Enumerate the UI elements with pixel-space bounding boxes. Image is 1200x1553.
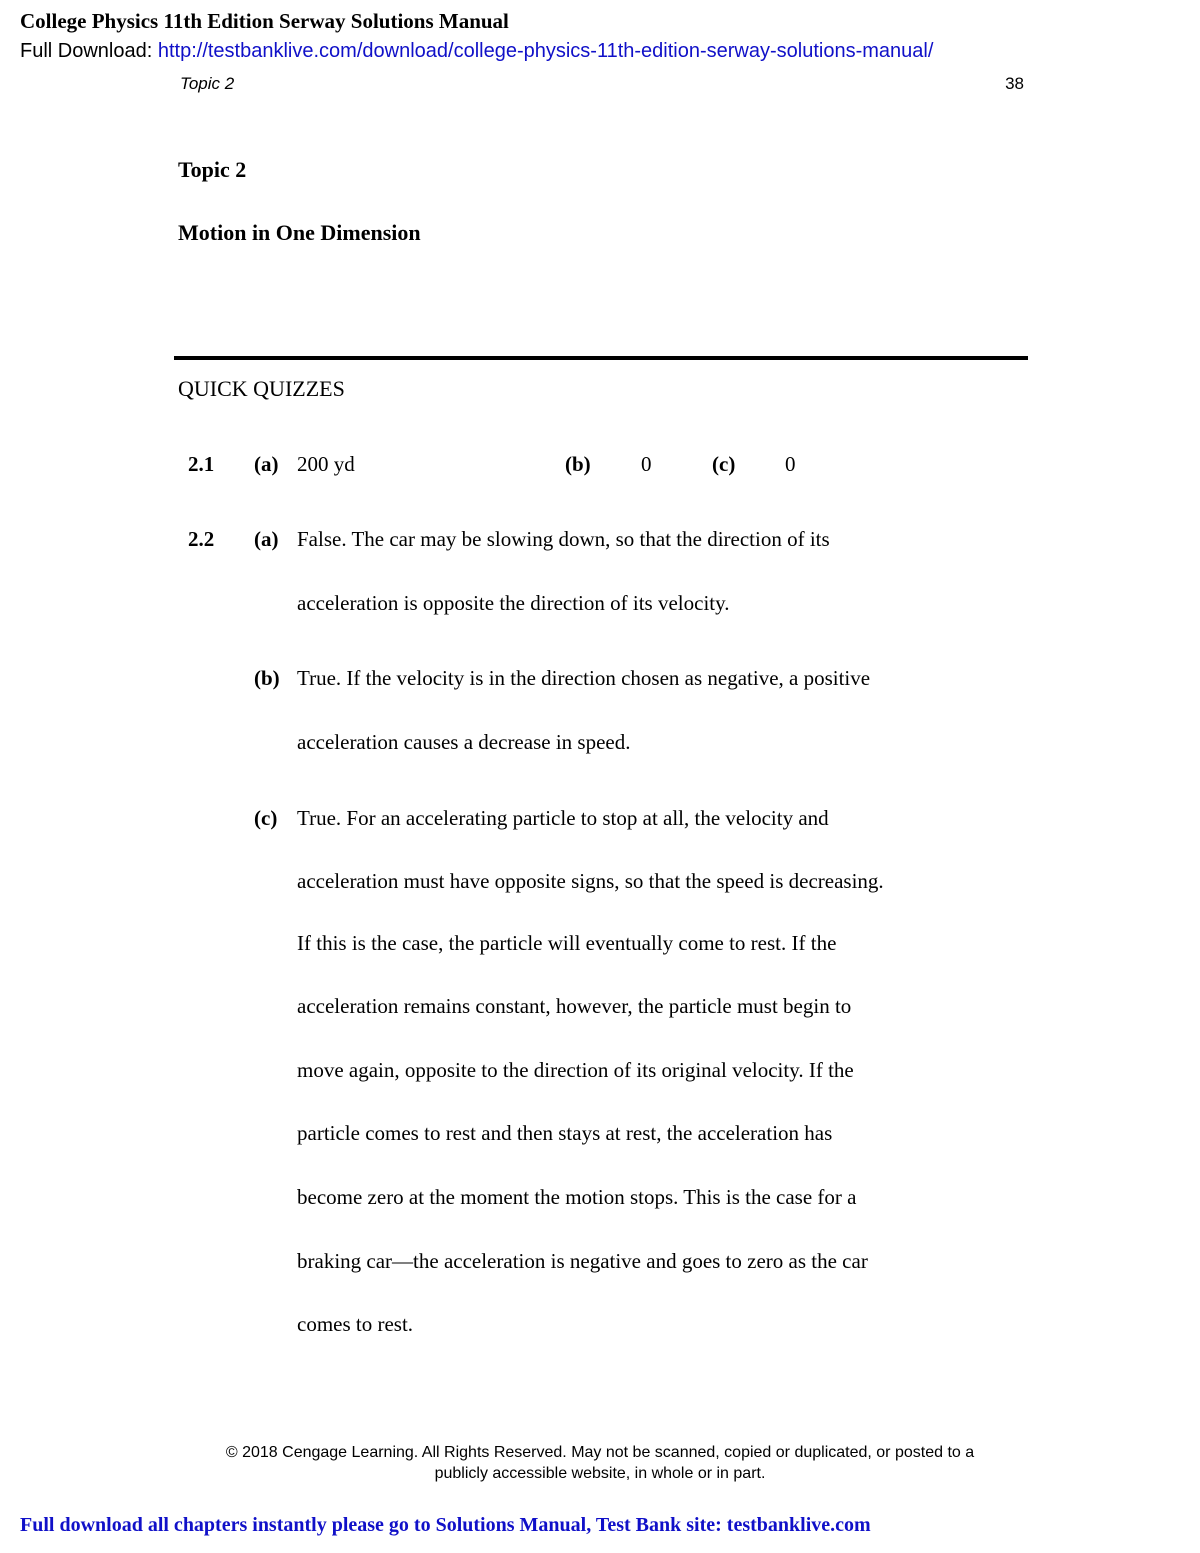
section-divider [174, 356, 1028, 360]
download-link[interactable]: http://testbanklive.com/download/college-physics-11th-edition-serway-solutions-manual/ [157, 40, 934, 62]
quiz-2-2-b-line: acceleration causes a decrease in speed. [297, 730, 631, 754]
quiz-2-1-a-answer: 200 yd [297, 452, 355, 476]
quiz-2-1-a-label: (a) [254, 452, 279, 476]
quiz-2-2-c-line: True. For an accelerating particle to stop at all, the velocity and [297, 806, 829, 830]
quiz-2-1-number: 2.1 [188, 452, 215, 476]
quiz-2-2-number: 2.2 [188, 527, 215, 551]
quiz-2-2-c-line: move again, opposite to the direction of its original velocity. If the [297, 1058, 854, 1082]
copyright-line: © 2018 Cengage Learning. All Rights Reserved. May not be scanned, copied or duplicated, or posted to a [225, 1444, 975, 1461]
promo-banner[interactable]: Full download all chapters instantly please go to Solutions Manual, Test Bank site: testbanklive.com [20, 1514, 871, 1536]
quiz-2-2-c-line: comes to rest. [297, 1312, 414, 1336]
running-header-topic: Topic 2 [180, 74, 235, 93]
banner-title: College Physics 11th Edition Serway Solutions Manual [20, 9, 509, 33]
download-line [20, 40, 933, 63]
section-heading: QUICK QUIZZES [178, 376, 345, 401]
quiz-2-2-c-line: acceleration remains constant, however, the particle must begin to [297, 994, 852, 1018]
copyright-line: publicly accessible website, in whole or in part. [434, 1465, 766, 1482]
quiz-2-2-b-line: True. If the velocity is in the direction chosen as negative, a positive [297, 666, 871, 690]
page-number: 38 [1005, 74, 1024, 93]
quiz-2-1-b-answer: 0 [641, 452, 652, 476]
quiz-2-2-c-line: acceleration must have opposite signs, so that the speed is decreasing. [297, 869, 884, 893]
quiz-2-2-c-line: If this is the case, the particle will eventually come to rest. If the [297, 931, 837, 955]
quiz-2-2-a-line: acceleration is opposite the direction of its velocity. [297, 591, 730, 615]
quiz-2-2-c-label: (c) [254, 806, 278, 830]
copyright-footer [160, 1442, 1040, 1484]
quiz-2-1-b-label: (b) [565, 452, 591, 476]
quiz-2-2-a-line: False. The car may be slowing down, so that the direction of its [297, 527, 830, 551]
quiz-2-1-c-label: (c) [712, 452, 736, 476]
quiz-2-2-c-line: braking car—the acceleration is negative and goes to zero as the car [297, 1249, 868, 1273]
quiz-2-2-c-line: become zero at the moment the motion stops. This is the case for a [297, 1185, 857, 1209]
quiz-2-2-a-label: (a) [254, 527, 279, 551]
quiz-2-1-c-answer: 0 [785, 452, 796, 476]
quiz-2-2-c-line: particle comes to rest and then stays at rest, the acceleration has [297, 1121, 833, 1145]
quiz-2-2-b-label: (b) [254, 666, 280, 690]
download-label: Full Download: [20, 40, 158, 62]
chapter-title: Motion in One Dimension [178, 220, 421, 245]
topic-label: Topic 2 [178, 157, 247, 182]
